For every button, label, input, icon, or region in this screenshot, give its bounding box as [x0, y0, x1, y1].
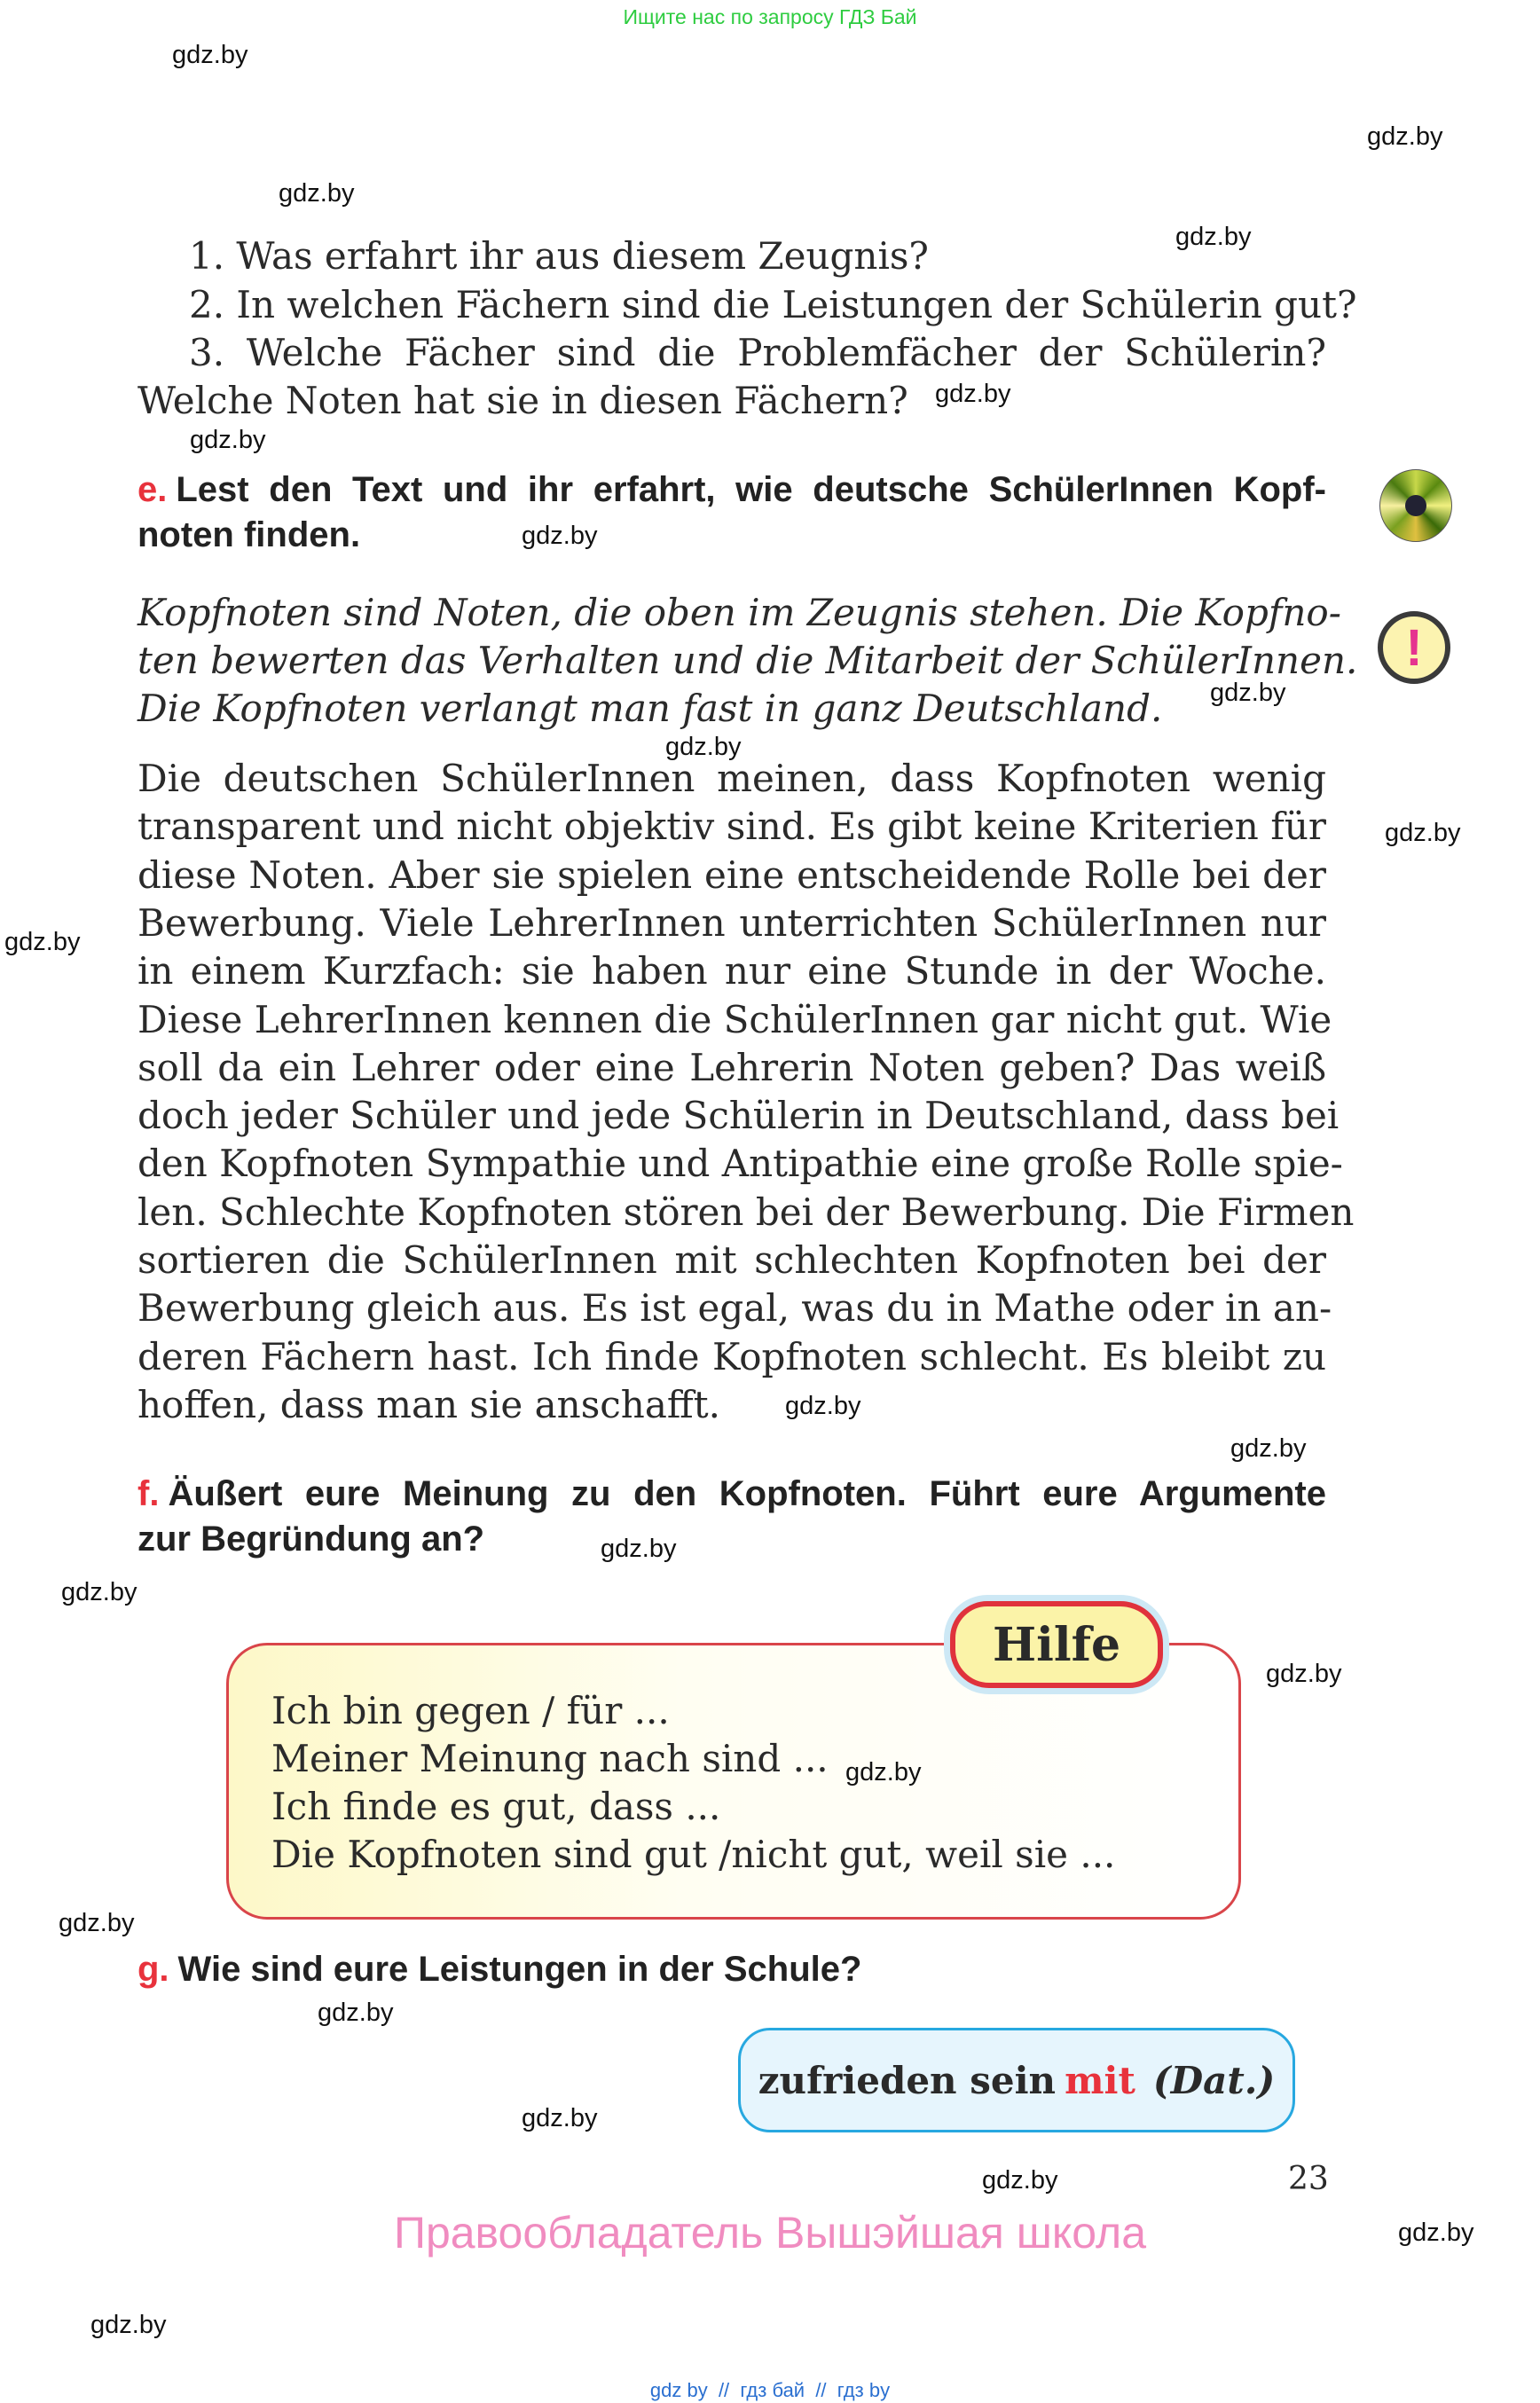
body-line: den Kopfnoten Sympathie und Antipathie eine große Rolle spie- [138, 1142, 1343, 1186]
watermark: gdz.by [935, 380, 1011, 408]
important-icon: ! [1378, 611, 1450, 684]
phrase-preposition: mit [1065, 2058, 1135, 2102]
task-letter: e. [138, 470, 168, 509]
question-1: 1. Was erfahrt ihr aus diesem Zeugnis? [189, 234, 929, 278]
question-3-cont: Welche Noten hat sie in diesen Fächern? [138, 379, 908, 422]
task-text: noten finden. [138, 515, 361, 554]
body-line: transparent und nicht objektiv sind. Es gibt keine Kriterien für [138, 805, 1326, 849]
watermark: gdz.by [1398, 2218, 1474, 2247]
body-line: Bewerbung gleich aus. Es ist egal, was du in Mathe oder in an- [138, 1286, 1332, 1331]
cd-icon[interactable] [1379, 469, 1452, 542]
watermark: gdz.by [1210, 679, 1286, 707]
task-text: zur Begründung an? [138, 1520, 485, 1559]
watermark: gdz.by [982, 2166, 1058, 2195]
watermark: gdz.by [1230, 1434, 1307, 1463]
body-line: doch jeder Schüler und jede Schülerin in Deutschland, dass bei [138, 1094, 1340, 1138]
task-letter: f. [138, 1474, 160, 1513]
watermark: gdz.by [59, 1909, 135, 1937]
watermark: gdz.by [1175, 223, 1252, 251]
task-text: Lest den Text und ihr erfahrt, wie deutsche SchülerInnen Kopf- [176, 470, 1326, 509]
task-f-heading [138, 1472, 1326, 1562]
watermark: gdz.by [318, 1999, 394, 2027]
page-number: 23 [1288, 2161, 1329, 2197]
body-line: deren Fächern hast. Ich finde Kopfnoten schlecht. Es bleibt zu [138, 1334, 1326, 1378]
watermark: gdz.by [522, 2104, 598, 2132]
question-2: 2. In welchen Fächern sind die Leistungen der Schülerin gut? [189, 283, 1357, 326]
body-line: sortieren die SchülerInnen mit schlechten Kopfnoten bei der [138, 1238, 1326, 1282]
body-line: hoffen, dass man sie anschafft. [138, 1382, 720, 1426]
question-3: 3. Welche Fächer sind die Problemfächer der Schülerin? [189, 331, 1326, 374]
watermark: gdz.by [61, 1578, 138, 1606]
body-line: in einem Kurzfach: sie haben nur eine Stunde in der Woche. [138, 949, 1326, 993]
watermark: gdz.by [190, 426, 266, 454]
body-line: Die deutschen SchülerInnen meinen, dass Kopfnoten wenig [138, 757, 1326, 800]
watermark: gdz.by [1385, 819, 1461, 847]
hilfe-phrase: Ich finde es gut, dass ... [271, 1785, 721, 1828]
body-line: Diese LehrerInnen kennen die SchülerInnen gar nicht gut. Wie [138, 997, 1332, 1041]
watermark: gdz.by [4, 928, 81, 956]
body-line: soll da ein Lehrer oder eine Lehrerin Noten geben? Das weiß [138, 1045, 1326, 1089]
italic-line: Kopfnoten sind Noten, die oben im Zeugnis stehen. Die Kopfno- [138, 591, 1341, 634]
watermark: gdz.by [172, 41, 248, 69]
task-text: Äußert eure Meinung zu den Kopfnoten. Führt eure Argumente [168, 1474, 1326, 1513]
hilfe-phrase: Ich bin gegen / für ... [271, 1689, 670, 1732]
task-g-heading [138, 1947, 1326, 1992]
watermark: gdz.by [90, 2311, 167, 2339]
phrase-verb: zufrieden sein [758, 2058, 1057, 2102]
body-line: Bewerbung. Viele LehrerInnen unterrichten SchülerInnen nur [138, 900, 1326, 945]
watermark: gdz.by [1266, 1660, 1342, 1688]
watermark: gdz.by [601, 1535, 677, 1563]
italic-line: ten bewerten das Verhalten und die Mitarbeit der SchülerInnen. [138, 639, 1358, 682]
italic-line: Die Kopfnoten verlangt man fast in ganz Deutschland. [138, 687, 1163, 730]
hilfe-phrase: Meiner Meinung nach sind ... [271, 1737, 829, 1780]
watermark: gdz.by [845, 1758, 922, 1787]
copyright-notice: Правообладатель Вышэйшая школа [394, 2208, 1146, 2258]
task-text: Wie sind eure Leistungen in der Schule? [177, 1950, 862, 1989]
watermark: gdz.by [665, 733, 742, 761]
watermark: gdz.by [522, 522, 598, 550]
body-line: len. Schlechte Kopfnoten stören bei der Bewerbung. Die Firmen [138, 1190, 1355, 1234]
task-letter: g. [138, 1950, 169, 1989]
watermark: gdz.by [785, 1392, 861, 1420]
hilfe-phrase: Die Kopfnoten sind gut /nicht gut, weil sie ... [271, 1833, 1116, 1876]
watermark: gdz.by [279, 179, 355, 208]
body-line: diese Noten. Aber sie spielen eine entscheidende Rolle bei der [138, 852, 1326, 897]
watermark: gdz.by [1367, 122, 1443, 151]
hilfe-badge: Hilfe [950, 1601, 1163, 1688]
footer-links[interactable]: gdz by // гдз бай // гдз by [649, 2379, 891, 2401]
grammar-phrase-box [738, 2028, 1295, 2132]
task-e-heading [138, 467, 1326, 558]
top-note[interactable]: Ищите нас по запросу ГДЗ Бай [623, 5, 917, 28]
phrase-case: (Dat.) [1152, 2058, 1276, 2102]
